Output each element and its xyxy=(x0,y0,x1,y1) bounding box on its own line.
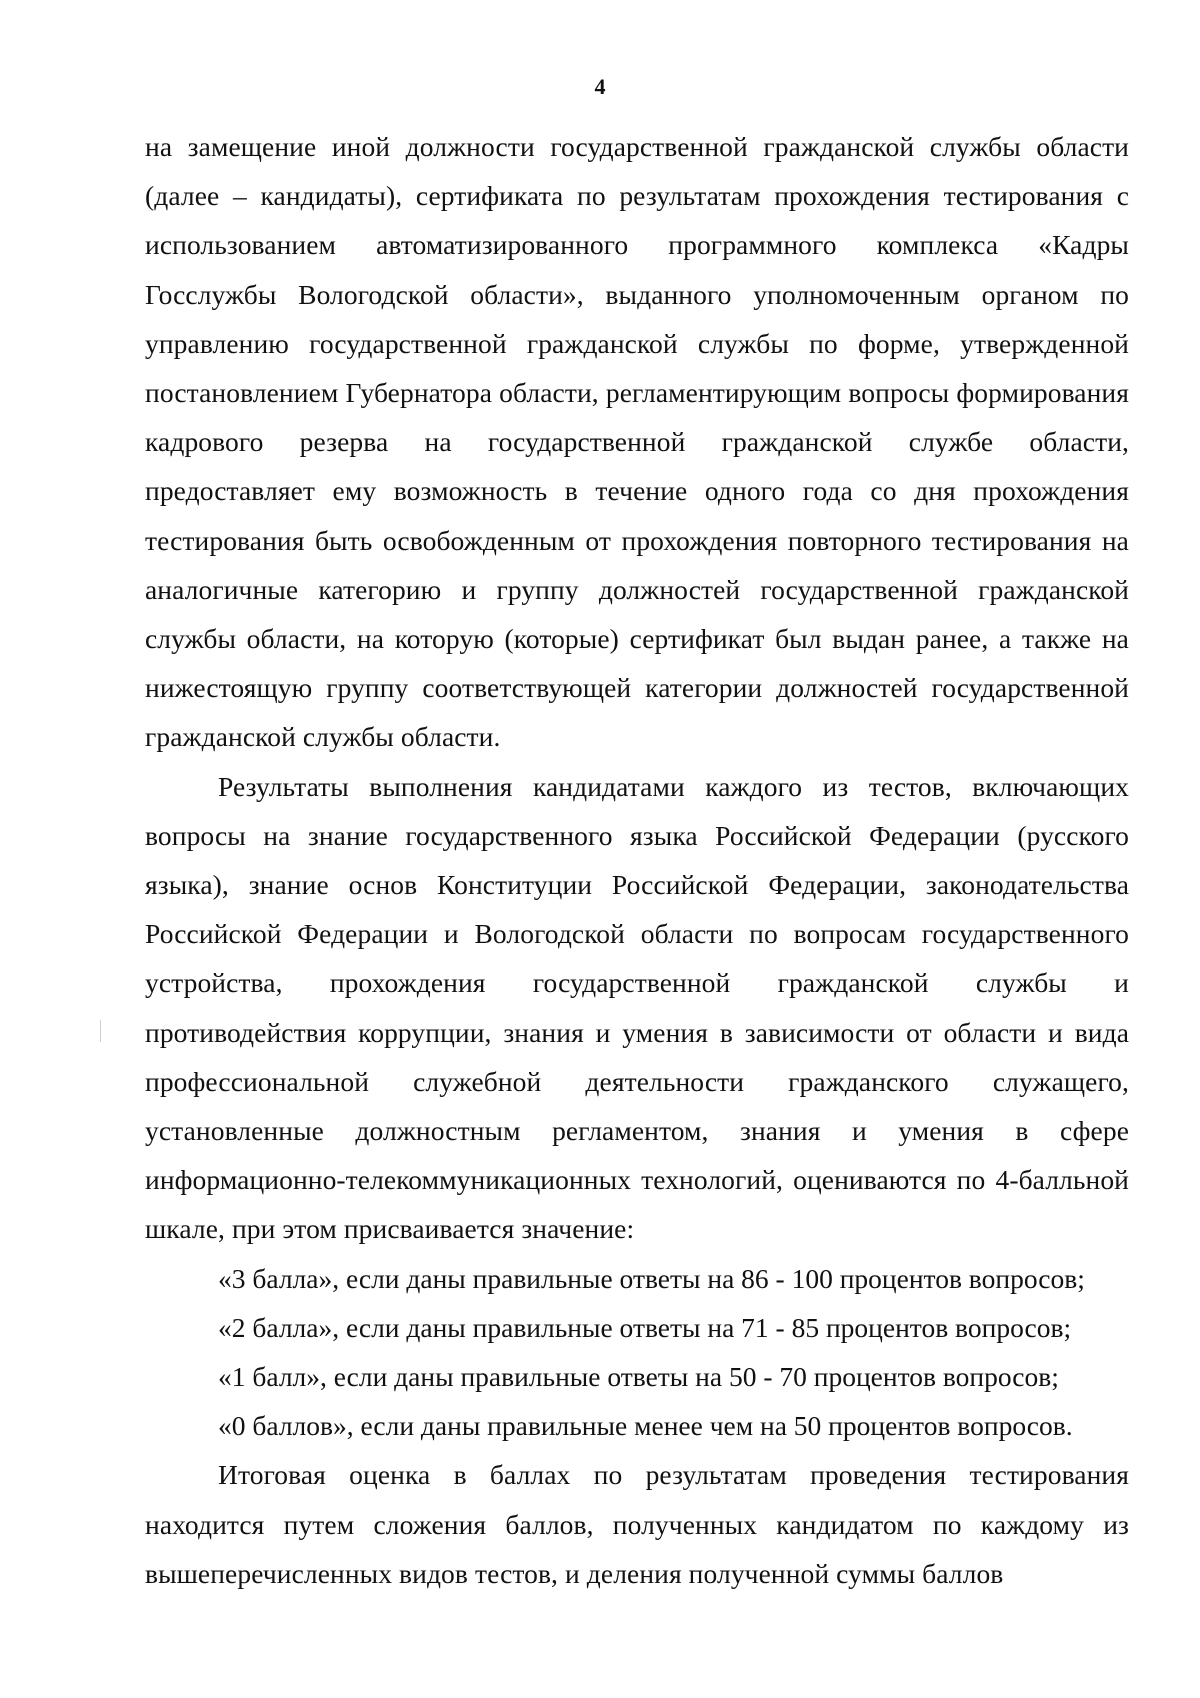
list-item: «3 балла», если даны правильные ответы на 86 - 100 процентов вопросов; xyxy=(218,1262,1085,1294)
page-number: 4 xyxy=(594,74,606,99)
list-item: «1 балл», если даны правильные ответы на 50 - 70 процентов вопросов; xyxy=(218,1361,1059,1393)
document-body xyxy=(145,122,1129,1598)
list-item: «2 балла», если даны правильные ответы на 71 - 85 процентов вопросов; xyxy=(218,1311,1072,1343)
paragraph-test-results: Результаты выполнения кандидатами каждого из тестов, включающих вопросы на знание государственного языка Российской Федерации (русского языка), знание основ Конституции Российской Федерации, законодательства Российской Федерации и Вологодской области по вопросам государственного устройства, прохождения государственной гражданской службы и противодействия коррупции, знания и умения в зависимости от области и вида профессиональной служебной деятельности гражданского служащего, установленные должностным регламентом, знания и умения в сфере информационно-телекоммуникационных технологий, оцениваются по 4-балльной шкале, при этом присваивается значение: xyxy=(145,770,1129,1245)
list-item: «0 баллов», если даны правильные менее чем на 50 процентов вопросов. xyxy=(218,1410,1073,1442)
paragraph-certificate: на замещение иной должности государственной гражданской службы области (далее – кандидаты), сертификата по результатам прохождения тестирования с использованием автоматизированного программного комплекса «Кадры Госслужбы Вологодской области», выданного уполномоченным органом по управлению государственной гражданской службы по форме, утвержденной постановлением Губернатора области, регламентирующим вопросы формирования кадрового резерва на государственной гражданской службе области, предоставляет ему возможность в течение одного года со дня прохождения тестирования быть освобожденным от прохождения повторного тестирования на аналогичные категорию и группу должностей государственной гражданской службы области, на которую (которые) сертификат был выдан ранее, а также на нижестоящую группу соответствующей категории должностей государственной гражданской службы области. xyxy=(145,131,1129,753)
score-list xyxy=(145,1254,1129,1451)
paragraph-final-score: Итоговая оценка в баллах по результатам проведения тестирования находится путем сложения баллов, полученных кандидатом по каждому из вышеперечисленных видов тестов, и деления полученной суммы баллов xyxy=(145,1459,1129,1589)
margin-mark xyxy=(100,1020,101,1042)
